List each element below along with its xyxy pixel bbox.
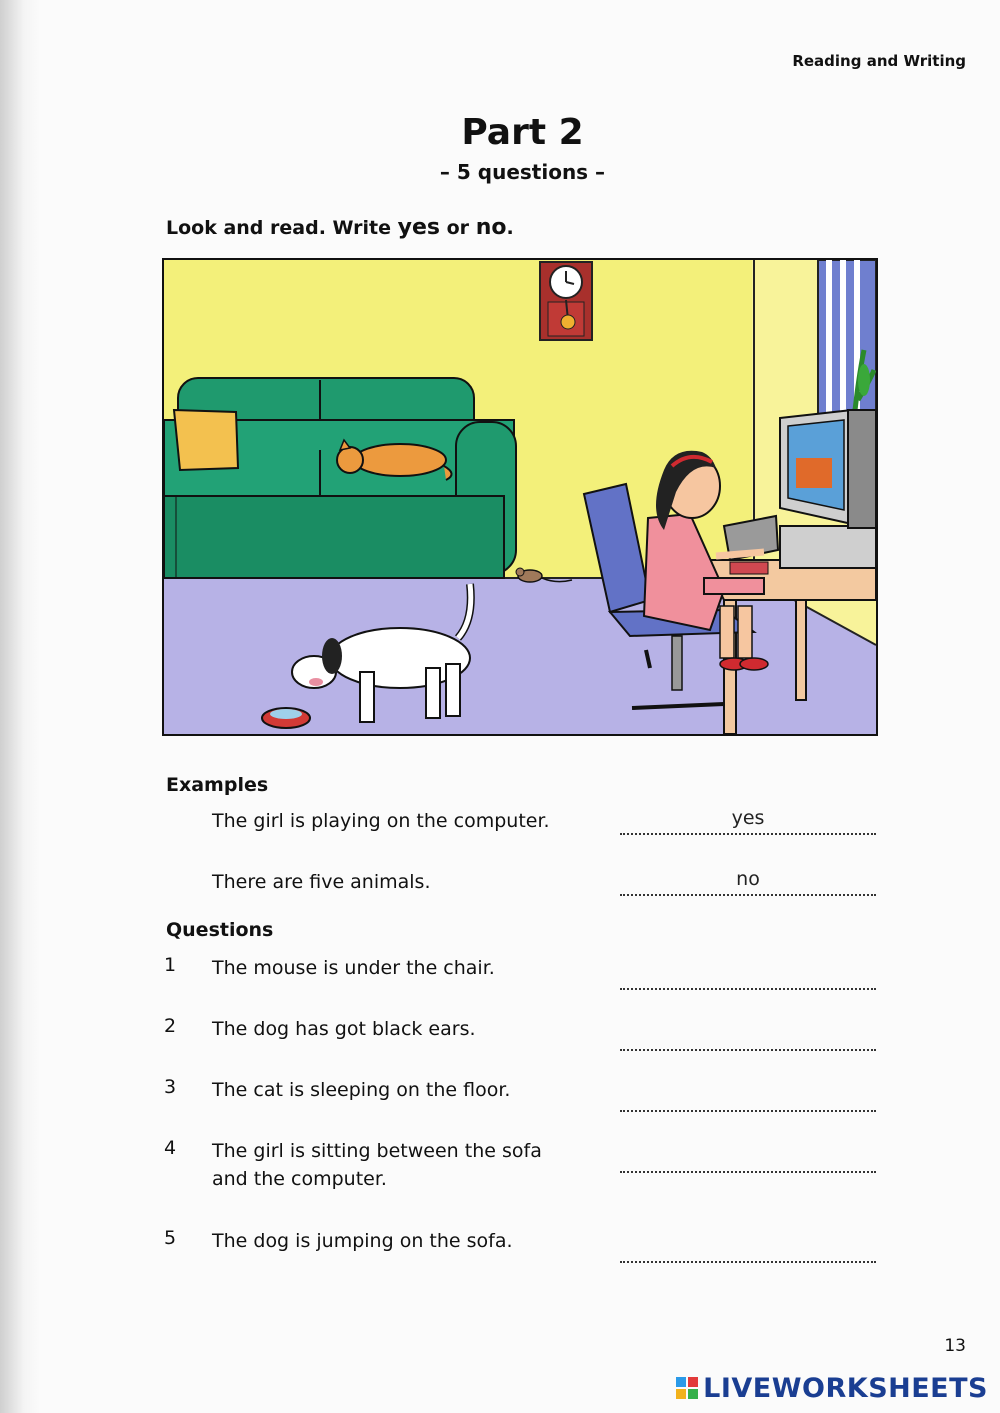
example-answer: no: [620, 868, 876, 896]
sofa: [164, 378, 516, 578]
question-text: The mouse is under the chair.: [212, 957, 495, 979]
question-text: The cat is sleeping on the floor.: [212, 1079, 511, 1101]
question-number: 5: [164, 1227, 177, 1249]
part-title: Part 2: [461, 112, 584, 153]
dog-bowl: [262, 708, 310, 728]
question-text: [212, 1137, 592, 1193]
living-room-illustration: [162, 258, 878, 736]
question-text-line: The girl is sitting between the sofa: [212, 1140, 542, 1162]
question-number: 1: [164, 954, 177, 976]
keyword-yes: yes: [397, 215, 440, 240]
example-sentence: There are five animals.: [212, 871, 431, 893]
question-number: 2: [164, 1015, 177, 1037]
wall-clock: [540, 262, 592, 340]
answer-field-2[interactable]: [620, 1023, 876, 1051]
section-header: Reading and Writing: [792, 52, 966, 70]
example-row: [164, 807, 876, 847]
question-row: [164, 954, 876, 994]
instruction-text: Look and read. Write: [166, 217, 392, 239]
window: [818, 260, 876, 430]
answer-field-1[interactable]: [620, 962, 876, 990]
liveworksheets-brand: [676, 1372, 988, 1404]
keyword-no: no: [475, 215, 507, 240]
answer-field-5[interactable]: [620, 1235, 876, 1263]
page-number: 13: [944, 1336, 966, 1356]
example-sentence: The girl is playing on the computer.: [212, 810, 550, 832]
instruction-period: .: [506, 217, 514, 239]
question-row: [164, 1076, 876, 1116]
question-text-line: and the computer.: [212, 1168, 387, 1190]
answer-field-4[interactable]: [620, 1145, 876, 1173]
question-row: [164, 1015, 876, 1055]
question-number: 4: [164, 1137, 177, 1159]
instruction: [166, 215, 514, 240]
part-subtitle: – 5 questions –: [439, 160, 606, 184]
book-spine-shadow: [0, 0, 40, 1413]
question-row: [164, 1227, 876, 1267]
examples-heading: Examples: [166, 774, 269, 796]
question-number: 3: [164, 1076, 177, 1098]
instruction-or: or: [446, 217, 470, 239]
answer-field-3[interactable]: [620, 1084, 876, 1112]
question-row: [164, 1137, 876, 1197]
question-text: The dog has got black ears.: [212, 1018, 476, 1040]
example-row: [164, 868, 876, 908]
brand-name: LIVEWORKSHEETS: [703, 1372, 988, 1404]
example-answer: yes: [620, 807, 876, 835]
liveworksheets-logo-icon: [676, 1377, 698, 1399]
questions-heading: Questions: [166, 919, 274, 941]
question-text: The dog is jumping on the sofa.: [212, 1230, 513, 1252]
